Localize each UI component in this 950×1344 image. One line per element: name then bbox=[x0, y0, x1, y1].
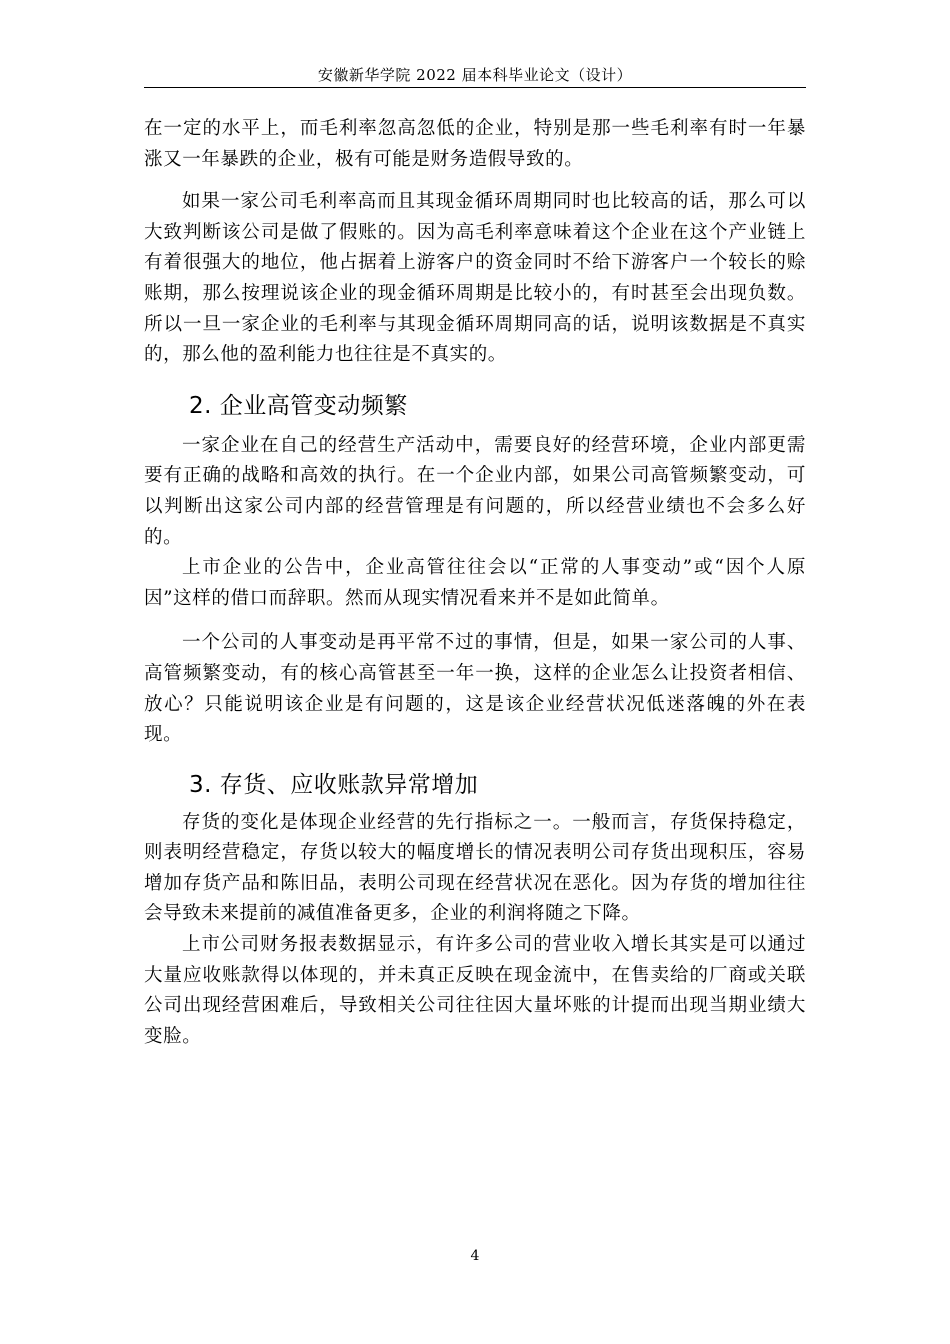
paragraph-receivables: 上市公司财务报表数据显示，有许多公司的营业收入增长其实是可以通过大量应收账款得以体现的，并未真正反映在现金流中，在售卖给的厂商或关联公司出现经营困难后，导致相关公司往往因大量坏账的计提而出现当期业绩大变脸。 bbox=[144, 934, 806, 1047]
page-body bbox=[144, 114, 806, 1052]
paragraph-gap bbox=[144, 421, 806, 431]
paragraph-margin-continuation: 在一定的水平上，而毛利率忽高忽低的企业，特别是那一些毛利率有时一年暴涨又一年暴跌的企业，极有可能是财务造假导致的。 bbox=[144, 118, 806, 170]
paragraph-management-environment: 一家企业在自己的经营生产活动中，需要良好的经营环境，企业内部更需要有正确的战略和高效的执行。在一个企业内部，如果公司高管频繁变动，可以判断出这家公司内部的经营管理是有问题的，所以经营业绩也不会多么好的。 bbox=[144, 434, 806, 548]
paragraph-cash-cycle: 如果一家公司毛利率高而且其现金循环周期同时也比较高的话，那么可以大致判断该公司是做了假账的。因为高毛利率意味着这个企业在这个产业链上有着很强大的地位，他占据着上游客户的资金同时不给下游客户一个较长的赊账期，那么按理说该企业的现金循环周期是比较小的，有时甚至会出现负数。所以一旦一家企业的毛利率与其现金循环周期同高的话，说明该数据是不真实的，那么他的盈利能力也往往是不真实的。 bbox=[144, 191, 806, 366]
section-heading-inventory-receivables: 3. 存货、应收账款异常增加 bbox=[189, 771, 479, 798]
paragraph-gap bbox=[144, 614, 806, 628]
page-header: 安徽新华学院 2022 届本科毕业论文（设计） bbox=[317, 66, 633, 84]
paragraph-personnel-changes: 一个公司的人事变动是再平常不过的事情，但是，如果一家公司的人事、高管频繁变动，有的核心高管甚至一年一换，这样的企业怎么让投资者相信、放心？只能说明该企业是有问题的，这是该企业经营状况低迷落魄的外在表现。 bbox=[144, 632, 806, 746]
paragraph-gap bbox=[144, 800, 806, 808]
paragraph-gap bbox=[144, 371, 806, 391]
page-number: 4 bbox=[470, 1248, 480, 1264]
paragraph-gap bbox=[144, 175, 806, 187]
paragraph-resignation-excuses: 上市企业的公告中，企业高管往往会以“正常的人事变动”或“因个人原因”这样的借口而辞职。然而从现实情况看来并不是如此简单。 bbox=[144, 557, 806, 609]
section-heading-executive-turnover: 2. 企业高管变动频繁 bbox=[189, 392, 408, 419]
paragraph-inventory-change: 存货的变化是体现企业经营的先行指标之一。一般而言，存货保持稳定，则表明经营稳定，存货以较大的幅度增长的情况表明公司存货出现积压，容易增加存货产品和陈旧品，表明公司现在经营状况在恶化。因为存货的增加往往会导致未来提前的减值准备更多，企业的利润将随之下降。 bbox=[144, 811, 806, 925]
paragraph-gap bbox=[144, 751, 806, 770]
header-divider bbox=[144, 87, 806, 88]
